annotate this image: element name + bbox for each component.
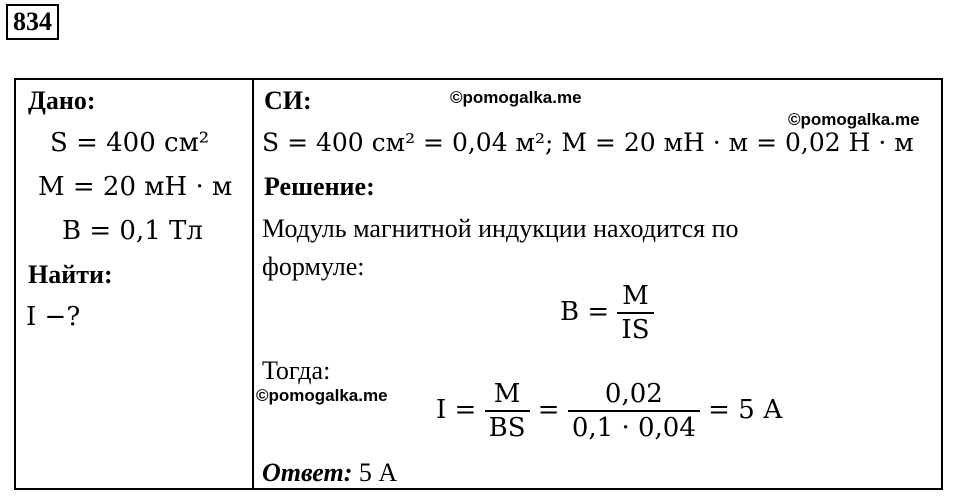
given-heading: Дано: xyxy=(28,86,96,115)
solution-text-2: формуле: xyxy=(262,252,365,281)
formula-b-fraction xyxy=(617,280,653,346)
si-conversion: S = 400 см² = 0,04 м²; M = 20 мН · м = 0,02 Н · м xyxy=(262,128,914,157)
formula-b-lhs: B = xyxy=(560,297,610,327)
answer-line xyxy=(262,458,397,488)
answer-value: 5 А xyxy=(358,458,398,487)
watermark-2: ©pomogalka.me xyxy=(788,110,920,129)
given-moment: M = 20 мН · м xyxy=(38,172,233,202)
given-area: S = 400 см² xyxy=(50,128,210,158)
column-divider xyxy=(252,80,254,488)
formula-i-numerator-2: 0,02 xyxy=(604,379,663,409)
si-heading: СИ: xyxy=(264,86,312,115)
watermark-1: ©pomogalka.me xyxy=(450,88,582,107)
solution-heading: Решение: xyxy=(264,172,375,201)
answer-label: Ответ: xyxy=(262,458,353,487)
formula-i-denominator-1: BS xyxy=(485,410,530,444)
formula-b-numerator: M xyxy=(622,281,649,311)
formula-i-result: = 5 А xyxy=(708,395,783,425)
problem-number: 834 xyxy=(6,4,59,40)
formula-i-equals: = xyxy=(537,395,560,425)
then-label: Тогда: xyxy=(262,356,331,385)
formula-i-fraction-2 xyxy=(568,378,700,444)
find-heading: Найти: xyxy=(28,260,113,289)
formula-b-denominator: IS xyxy=(617,312,653,346)
formula-i-fraction-1 xyxy=(485,378,530,444)
watermark-3: ©pomogalka.me xyxy=(256,386,388,405)
formula-i-numerator-1: M xyxy=(493,379,521,409)
formula-b xyxy=(560,280,654,346)
formula-i-denominator-2: 0,1 · 0,04 xyxy=(568,410,700,444)
solution-table xyxy=(14,78,943,490)
find-quantity: I −? xyxy=(26,302,81,332)
formula-i-lhs: I = xyxy=(436,395,477,425)
formula-i xyxy=(436,378,783,444)
solution-text-1: Модуль магнитной индукции находится по xyxy=(262,214,739,243)
given-induction: B = 0,1 Тл xyxy=(62,216,203,246)
